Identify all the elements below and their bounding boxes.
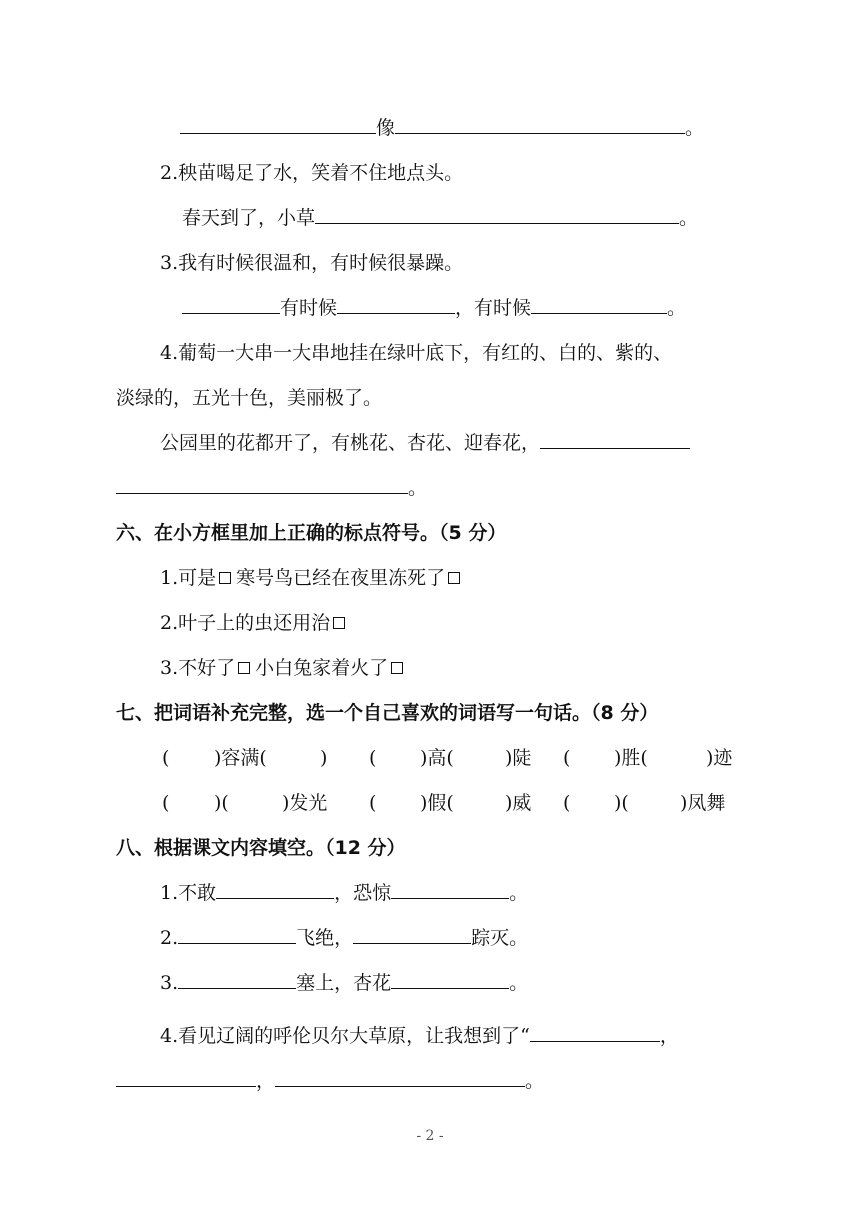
q1-answer-line: 像 。 xyxy=(180,111,704,145)
idiom-part: )胜( xyxy=(614,747,648,769)
idiom-part: )凤舞 xyxy=(680,792,726,814)
q4-example-line1: 4.葡萄一大串一大串地挂在绿叶底下，有红的、白的、紫的、 xyxy=(160,342,673,364)
answer-blank[interactable] xyxy=(395,111,685,134)
answer-blank[interactable] xyxy=(391,876,509,899)
q4-answer-line2: 。 xyxy=(116,471,427,505)
punctuation-box[interactable] xyxy=(238,662,250,674)
idiom-part: ( xyxy=(563,747,571,769)
idiom-part: ) xyxy=(320,747,328,769)
punct-item-1: 1.可是 寒号鸟已经在夜里冻死了 xyxy=(160,561,465,595)
idiom-part: ( xyxy=(369,792,377,814)
idiom-part: )陡 xyxy=(505,747,532,769)
idiom-part: ( xyxy=(369,747,377,769)
section-8-title: 八、根据课文内容填空。（12 分） xyxy=(116,837,406,859)
idiom-part: )发光 xyxy=(282,792,328,814)
answer-blank[interactable] xyxy=(530,1019,660,1042)
answer-blank[interactable] xyxy=(178,966,296,989)
idiom-part: )假( xyxy=(420,792,454,814)
answer-blank[interactable] xyxy=(116,471,408,494)
fill-item-2: 2. 飞绝， 踪灭。 xyxy=(160,921,528,955)
punctuation-box[interactable] xyxy=(219,572,231,584)
idiom-row-1 xyxy=(0,741,860,775)
answer-blank[interactable] xyxy=(391,966,509,989)
fill-item-4-line1: 4.看见辽阔的呼伦贝尔大草原，让我想到了“ ， xyxy=(160,1019,679,1053)
fill-item-4-line2: ， 。 xyxy=(116,1064,544,1098)
punct-item-3: 3.不好了 小白兔家着火了 xyxy=(160,651,408,685)
answer-blank[interactable] xyxy=(337,291,455,314)
answer-blank[interactable] xyxy=(353,921,471,944)
section-7-title: 七、把词语补充完整，选一个自己喜欢的词语写一句话。（8 分） xyxy=(116,702,659,724)
punctuation-box[interactable] xyxy=(448,572,460,584)
idiom-part: )迹 xyxy=(706,747,733,769)
idiom-part: )( xyxy=(214,792,229,814)
q3-answer-line: 有时候 ，有时候 。 xyxy=(182,291,686,325)
idiom-part: ( xyxy=(563,792,571,814)
answer-blank[interactable] xyxy=(178,921,296,944)
idiom-part: )高( xyxy=(420,747,454,769)
idiom-part: )容满( xyxy=(214,747,267,769)
page-number: - 2 - xyxy=(416,1128,444,1144)
idiom-part: )威 xyxy=(505,792,532,814)
idiom-part: )( xyxy=(614,792,629,814)
answer-blank[interactable] xyxy=(182,291,280,314)
q4-answer-line1: 公园里的花都开了，有桃花、杏花、迎春花， xyxy=(160,426,690,460)
idiom-row-2 xyxy=(0,786,860,820)
answer-blank[interactable] xyxy=(531,291,667,314)
idiom-part: ( xyxy=(162,747,170,769)
q3-example: 3.我有时候很温和，有时候很暴躁。 xyxy=(160,252,464,274)
q2-example: 2.秧苗喝足了水，笑着不住地点头。 xyxy=(160,162,464,184)
fill-item-3: 3. 塞上，杏花 。 xyxy=(160,966,528,1000)
answer-blank[interactable] xyxy=(116,1064,256,1087)
answer-blank[interactable] xyxy=(216,876,334,899)
punctuation-box[interactable] xyxy=(333,617,345,629)
punct-item-2: 2.叶子上的虫还用治 xyxy=(160,606,350,640)
fill-item-1: 1.不敢 ，恐惊 。 xyxy=(160,876,528,910)
answer-blank[interactable] xyxy=(540,426,690,449)
q2-answer-line: 春天到了，小草 。 xyxy=(182,201,698,235)
idiom-part: ( xyxy=(162,792,170,814)
answer-blank[interactable] xyxy=(180,111,376,134)
answer-blank[interactable] xyxy=(275,1064,525,1087)
answer-blank[interactable] xyxy=(315,201,679,224)
section-6-title: 六、在小方框里加上正确的标点符号。（5 分） xyxy=(116,522,507,544)
q4-example-line2: 淡绿的，五光十色，美丽极了。 xyxy=(116,387,383,409)
punctuation-box[interactable] xyxy=(391,662,403,674)
